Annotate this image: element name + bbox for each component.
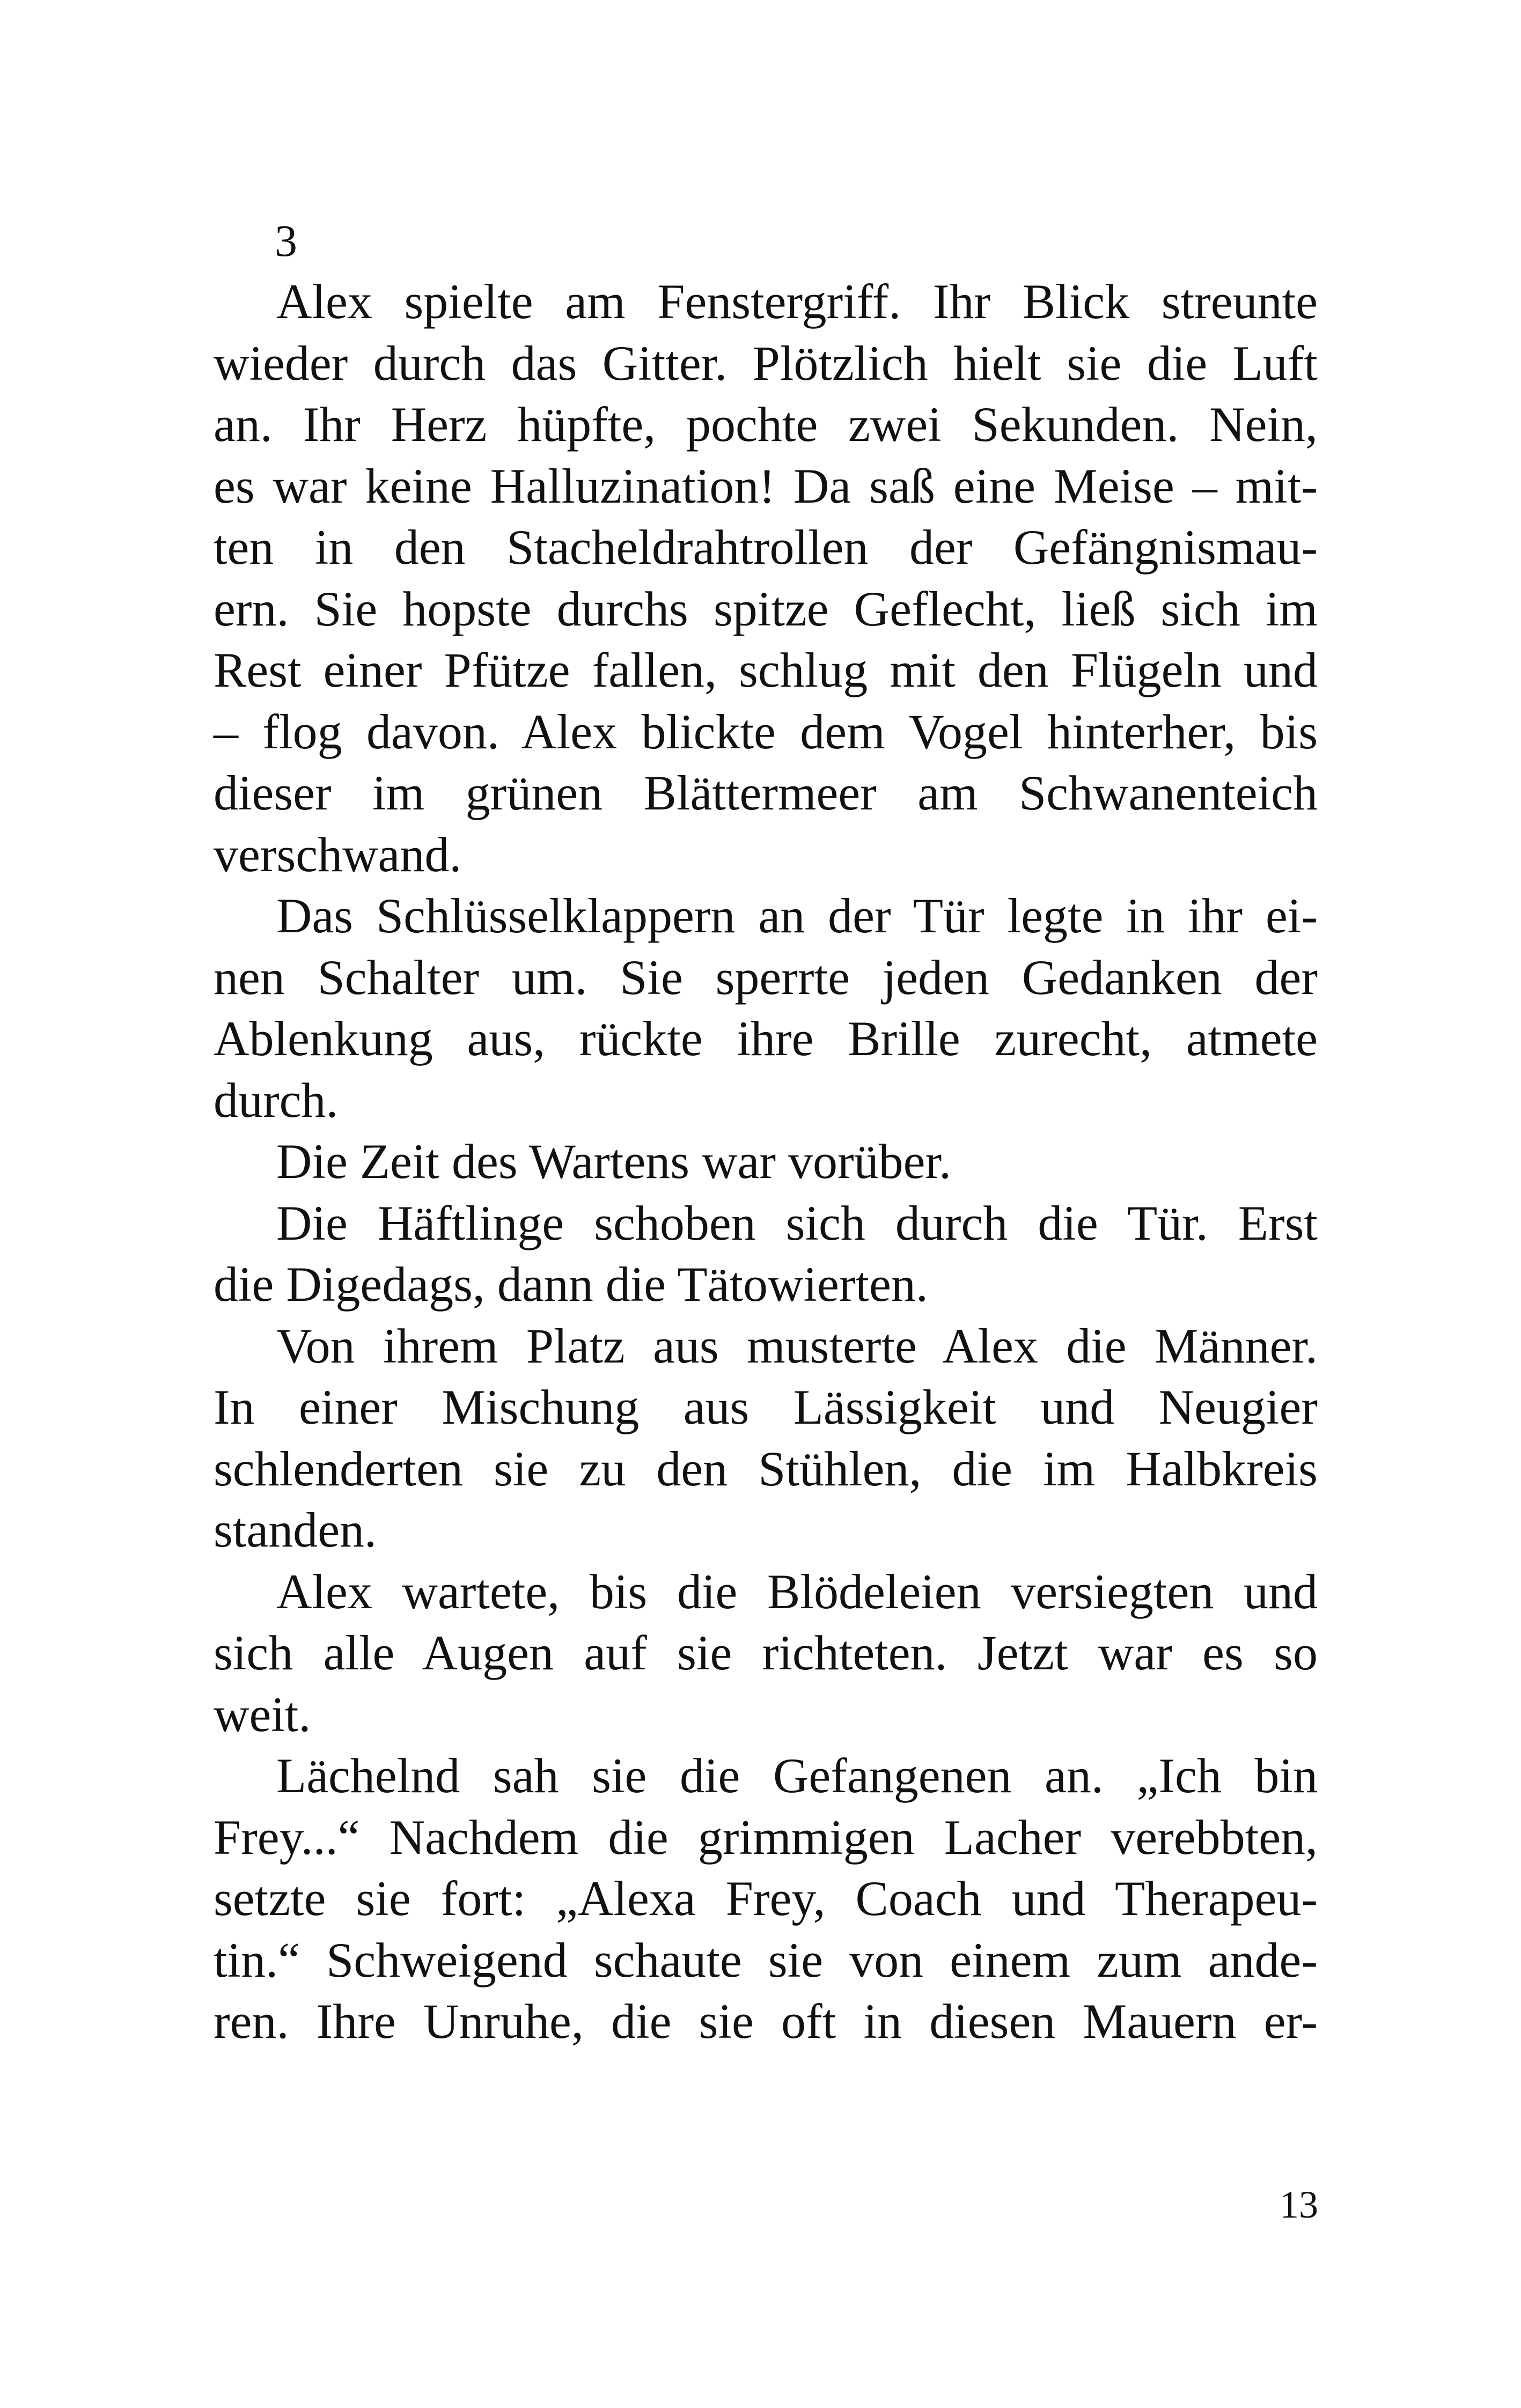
text-line: setzte sie fort: „Alexa Frey, Coach und Therapeu- <box>214 1871 1318 1926</box>
text-line: schlenderten sie zu den Stühlen, die im Halbkreis <box>214 1441 1318 1496</box>
text-line: verschwand. <box>214 827 462 882</box>
text-line: Das Schlüsselklappern an der Tür legte in ihr ei- <box>276 888 1318 943</box>
chapter-number: 3 <box>275 216 297 266</box>
text-line: Alex wartete, bis die Blödeleien versiegten und <box>276 1564 1318 1619</box>
text-line: dieser im grünen Blättermeer am Schwanenteich <box>214 765 1318 820</box>
text-line: ten in den Stacheldrahtrollen der Gefängnismau- <box>214 520 1318 575</box>
text-line: Die Häftlinge schoben sich durch die Tür. Erst <box>276 1195 1318 1250</box>
text-line: ren. Ihre Unruhe, die sie oft in diesen Mauern er- <box>214 1994 1318 2049</box>
text-line: weit. <box>214 1687 311 1742</box>
body-text <box>214 271 1318 2052</box>
text-line: tin.“ Schweigend schaute sie von einem zum ande- <box>214 1932 1318 1987</box>
text-line: durch. <box>214 1072 339 1128</box>
text-line: Die Zeit des Wartens war vorüber. <box>276 1134 952 1189</box>
text-line: ern. Sie hopste durchs spitze Geflecht, ließ sich im <box>214 581 1318 636</box>
page-number: 13 <box>1280 2183 1318 2226</box>
text-line: In einer Mischung aus Lässigkeit und Neugier <box>214 1380 1318 1434</box>
text-line: Alex spielte am Fenstergriff. Ihr Blick streunte <box>276 274 1318 329</box>
text-line: wieder durch das Gitter. Plötzlich hielt sie die Luft <box>214 335 1318 391</box>
text-line: Ablenkung aus, rückte ihre Brille zurecht, atmete <box>214 1011 1318 1066</box>
text-line: an. Ihr Herz hüpfte, pochte zwei Sekunden. Nein, <box>214 397 1318 452</box>
text-line: sich alle Augen auf sie richteten. Jetzt war es so <box>214 1625 1318 1680</box>
text-line: standen. <box>214 1503 377 1557</box>
text-line: – flog davon. Alex blickte dem Vogel hinterher, bis <box>214 704 1318 759</box>
text-line: Rest einer Pfütze fallen, schlug mit den Flügeln und <box>214 643 1318 697</box>
text-line: die Digedags, dann die Tätowierten. <box>214 1257 928 1312</box>
text-line: es war keine Halluzination! Da saß eine Meise – mit- <box>214 458 1318 513</box>
text-line: Von ihrem Platz aus musterte Alex die Männer. <box>276 1318 1318 1373</box>
text-line: Lächelnd sah sie die Gefangenen an. „Ich bin <box>276 1748 1318 1803</box>
text-line: Frey...“ Nachdem die grimmigen Lacher verebbten, <box>214 1809 1318 1865</box>
text-line: nen Schalter um. Sie sperrte jeden Gedanken der <box>214 949 1318 1005</box>
